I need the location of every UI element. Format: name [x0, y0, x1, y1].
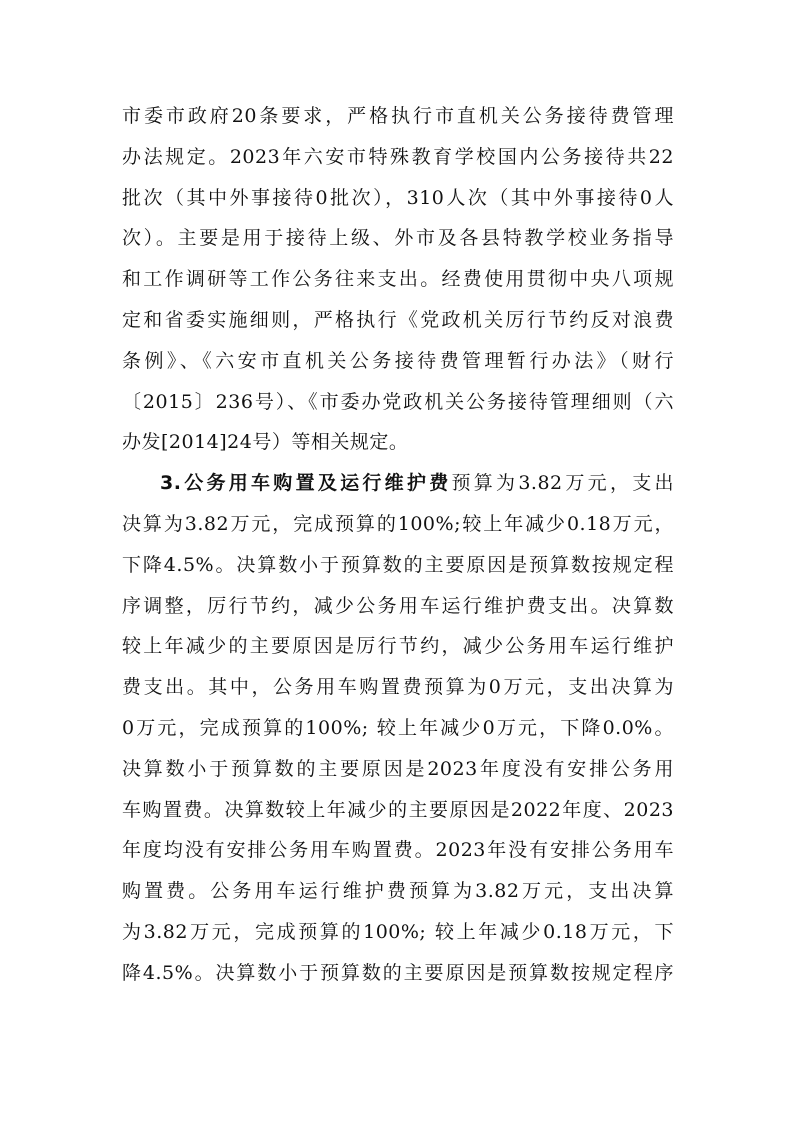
text-line: 费支出。其中，公务用车购置费预算为0万元，支出决算为: [122, 676, 674, 699]
text-line: 次）。主要是用于接待上级、外市及各县特教学校业务指导: [122, 227, 674, 250]
text-line: 较上年减少的主要原因是厉行节约，减少公务用车运行维护: [122, 635, 674, 658]
paragraph-vehicle-expenses: [122, 463, 674, 993]
text-line: 0万元，完成预算的100%; 较上年减少0万元，下降0.0%。: [122, 716, 674, 739]
text-line: 定和省委实施细则，严格执行《党政机关厉行节约反对浪费: [122, 308, 674, 331]
text-line: 车购置费。决算数较上年减少的主要原因是2022年度、2023: [122, 798, 674, 821]
text-line: 市委市政府20条要求，严格执行市直机关公务接待费管理: [122, 105, 674, 127]
document-body: [122, 96, 674, 994]
paragraph-reception-expenses: [122, 96, 674, 463]
text-line: 条例》、《六安市直机关公务接待费管理暂行办法》（财行: [122, 349, 674, 372]
text-line: 下降4.5%。决算数小于预算数的主要原因是预算数按规定程: [122, 553, 674, 576]
paragraph-first-line: [122, 463, 674, 504]
text-line: 〔2015〕236号）、《市委办党政机关公务接待管理细则（六: [122, 390, 674, 413]
text-line: 和工作调研等工作公务往来支出。经费使用贯彻中央八项规: [122, 268, 674, 291]
text-line: 办发[2014]24号）等相关规定。: [122, 431, 409, 454]
text-line: 降4.5%。决算数小于预算数的主要原因是预算数按规定程序: [122, 961, 674, 984]
text-line: 批次（其中外事接待0批次），310人次（其中外事接待0人: [122, 186, 674, 209]
text-line: 为3.82万元，完成预算的100%; 较上年减少0.18万元，下: [122, 920, 674, 943]
text-span: 预算为3.82万元，支出: [451, 472, 674, 495]
section-heading: 3.公务用车购置及运行维护费: [160, 472, 452, 495]
text-line: 年度均没有安排公务用车购置费。2023年没有安排公务用车: [122, 839, 674, 862]
text-line: 购置费。公务用车运行维护费预算为3.82万元，支出决算: [122, 880, 674, 903]
text-line: 决算数小于预算数的主要原因是2023年度没有安排公务用: [122, 757, 674, 780]
text-line: 决算为3.82万元，完成预算的100%;较上年减少0.18万元，: [122, 512, 674, 535]
text-line: 序调整，厉行节约，减少公务用车运行维护费支出。决算数: [122, 594, 674, 617]
text-line: 办法规定。2023年六安市特殊教育学校国内公务接待共22: [122, 145, 674, 168]
